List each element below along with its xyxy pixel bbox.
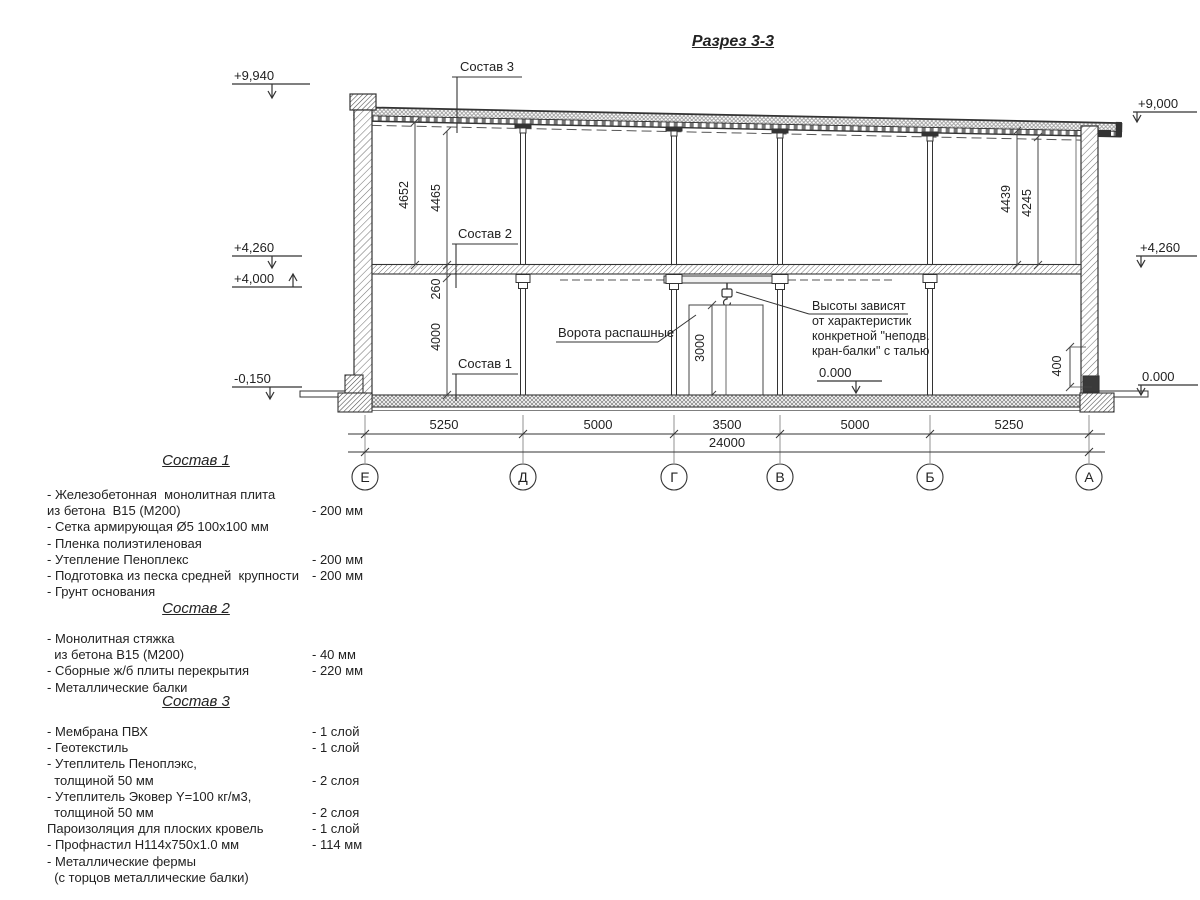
spec-item-name: - Мембрана ПВХ — [47, 724, 148, 739]
dim-door-height-label: 3000 — [693, 334, 707, 362]
column-upper-g — [666, 127, 682, 265]
spec-list-sostav1 — [40, 452, 370, 600]
spec-item-value: - 2 слоя — [312, 772, 360, 788]
elev-floor2-right: +4,260 — [1140, 240, 1181, 255]
dim-span-5: 5250 — [994, 417, 1024, 432]
dim-slab-label: 260 — [429, 278, 443, 300]
crane-hook — [722, 283, 732, 306]
crane-note-line4: кран-балки" с талью — [812, 344, 930, 358]
dim-span-2: 5000 — [583, 417, 613, 432]
spec-row — [40, 487, 370, 503]
roof-overhang-bracket — [1098, 130, 1111, 137]
spec-item-name: - Металлические фермы — [47, 853, 196, 869]
spec-item-value: - 40 мм — [312, 647, 356, 663]
dim-left-inner — [443, 127, 451, 399]
spec-item-name: - Сетка армирующая Ø5 100х100 мм — [47, 519, 269, 535]
spec-row — [40, 789, 370, 805]
elev-floor2-bottom-left: +4,000 — [234, 271, 275, 286]
ground-slab — [372, 395, 1081, 407]
spec-row — [40, 568, 370, 584]
spec-row — [40, 584, 370, 600]
crane-beam — [664, 276, 788, 283]
spec-item-name: - Металлические балки — [47, 679, 188, 695]
floor-slab — [372, 265, 1081, 275]
spec-item-name: из бетона В15 (М200) — [47, 503, 181, 519]
column-upper-v — [772, 129, 788, 265]
crane-note-line3: конкретной "неподв. — [812, 329, 930, 343]
spec-list-sostav2 — [40, 600, 370, 696]
spec-row — [40, 854, 370, 870]
dim-base-height-label: 400 — [1050, 355, 1064, 377]
dim-right-outer-label: 4439 — [999, 185, 1013, 213]
spec-item-name: - Грунт основания — [47, 584, 156, 600]
spec-item-value: - 220 мм — [312, 663, 364, 679]
elev-zero-right: 0.000 — [1142, 369, 1175, 384]
drawing-title: Разрез 3-3 — [691, 33, 775, 50]
column-upper-b — [922, 132, 938, 265]
spec-item-value: - 1 слой — [312, 724, 360, 739]
axis-label-g: Г — [670, 469, 678, 485]
right-foundation — [1080, 376, 1114, 412]
dim-left-outer-label: 4652 — [397, 181, 411, 209]
axis-label-a: А — [1084, 469, 1094, 485]
spec-row — [40, 837, 370, 853]
spec-row — [40, 663, 370, 679]
spec-item-value: - 114 мм — [312, 837, 363, 853]
spec-item-value: - 1 слой — [312, 740, 360, 756]
dim-left-outer — [411, 118, 419, 269]
dim-right-inner — [1034, 133, 1042, 269]
spec-item-value: - 1 слой — [312, 821, 360, 837]
elev-floor2-top-left: +4,260 — [234, 240, 275, 255]
crane-note-line2: от характеристик — [812, 314, 912, 328]
spec-heading: Состав 1 — [162, 452, 230, 469]
spec-item-value: - 200 мм — [312, 567, 364, 583]
crane-note-line1: Высоты зависят — [812, 299, 906, 313]
spec-item-name: из бетона В15 (М200) — [47, 647, 185, 663]
elev-roof-right: +9,000 — [1138, 96, 1179, 111]
spec-list-sostav3 — [40, 693, 370, 886]
spec-row — [40, 536, 370, 552]
spec-item-name: - Геотекстиль — [47, 740, 129, 756]
spec-row — [40, 519, 370, 535]
spec-row — [40, 552, 370, 568]
spec-row — [40, 631, 370, 647]
spec-row — [40, 647, 370, 663]
spec-heading: Состав 2 — [162, 600, 230, 617]
spec-row — [40, 870, 370, 886]
dim-left-inner-label: 4465 — [429, 184, 443, 212]
spec-row — [40, 503, 370, 519]
spec-item-name: - Сборные ж/б плиты перекрытия — [47, 663, 250, 679]
right-wall — [1076, 126, 1111, 395]
spec-item-name: - Железобетонная монолитная плита — [47, 487, 276, 502]
spec-row — [40, 805, 370, 821]
spec-item-name: Пароизоляция для плоских кровель — [47, 821, 264, 837]
roof — [354, 106, 1122, 141]
left-wall — [350, 94, 376, 395]
spec-item-value: - 200 мм — [312, 503, 364, 519]
spec-item-name: - Пленка полиэтиленовая — [47, 535, 202, 551]
dim-total: 24000 — [708, 435, 746, 450]
axis-label-e: Е — [360, 469, 370, 485]
callout-sostav2-label: Состав 2 — [458, 226, 512, 241]
elev-roof-left: +9,940 — [234, 68, 275, 83]
spec-row — [40, 756, 370, 772]
spec-row — [40, 773, 370, 789]
elev-zero-mid: 0.000 — [819, 365, 852, 380]
axis-label-d: Д — [518, 469, 528, 485]
dim-span-1: 5250 — [429, 417, 459, 432]
axis-bubbles — [352, 464, 1102, 490]
spec-item-name: - Профнастил Н114х750х1.0 мм — [47, 837, 240, 853]
spec-item-name: - Утеплитель Пеноплэкс, — [47, 756, 197, 772]
dim-span-3: 3500 — [712, 417, 742, 432]
axis-label-b: Б — [925, 469, 935, 485]
dim-right-inner-label: 4245 — [1020, 189, 1034, 217]
spec-item-name: - Утеплитель Эковер Y=100 кг/м3, — [47, 788, 252, 804]
callout-sostav1-label: Состав 1 — [458, 356, 512, 371]
column-lower-v — [772, 275, 788, 396]
spec-item-name: толщиной 50 мм — [47, 772, 154, 788]
upper-columns — [515, 124, 938, 265]
spec-heading: Состав 3 — [162, 693, 230, 710]
dim-floor1-label: 4000 — [429, 323, 443, 351]
axis-label-v: В — [775, 469, 785, 485]
dim-span-4: 5000 — [840, 417, 870, 432]
spec-item-name: - Подготовка из песка средней крупности — [47, 567, 299, 583]
spec-row — [40, 724, 370, 740]
spec-item-name: - Монолитная стяжка — [47, 631, 175, 646]
elev-ground-left: -0,150 — [234, 371, 271, 386]
spec-item-value: - 200 мм — [312, 551, 364, 567]
spec-row — [40, 821, 370, 837]
spec-item-name: - Утепление Пеноплекс — [47, 551, 189, 567]
spec-item-name: толщиной 50 мм — [47, 804, 154, 820]
spec-item-name: (с торцов металлические балки) — [47, 869, 249, 885]
spec-row — [40, 740, 370, 756]
gates-label: Ворота распашные — [558, 325, 675, 340]
column-lower-d — [516, 275, 530, 396]
callout-sostav3-label: Состав 3 — [460, 59, 514, 74]
spec-item-value: - 2 слоя — [312, 804, 360, 820]
